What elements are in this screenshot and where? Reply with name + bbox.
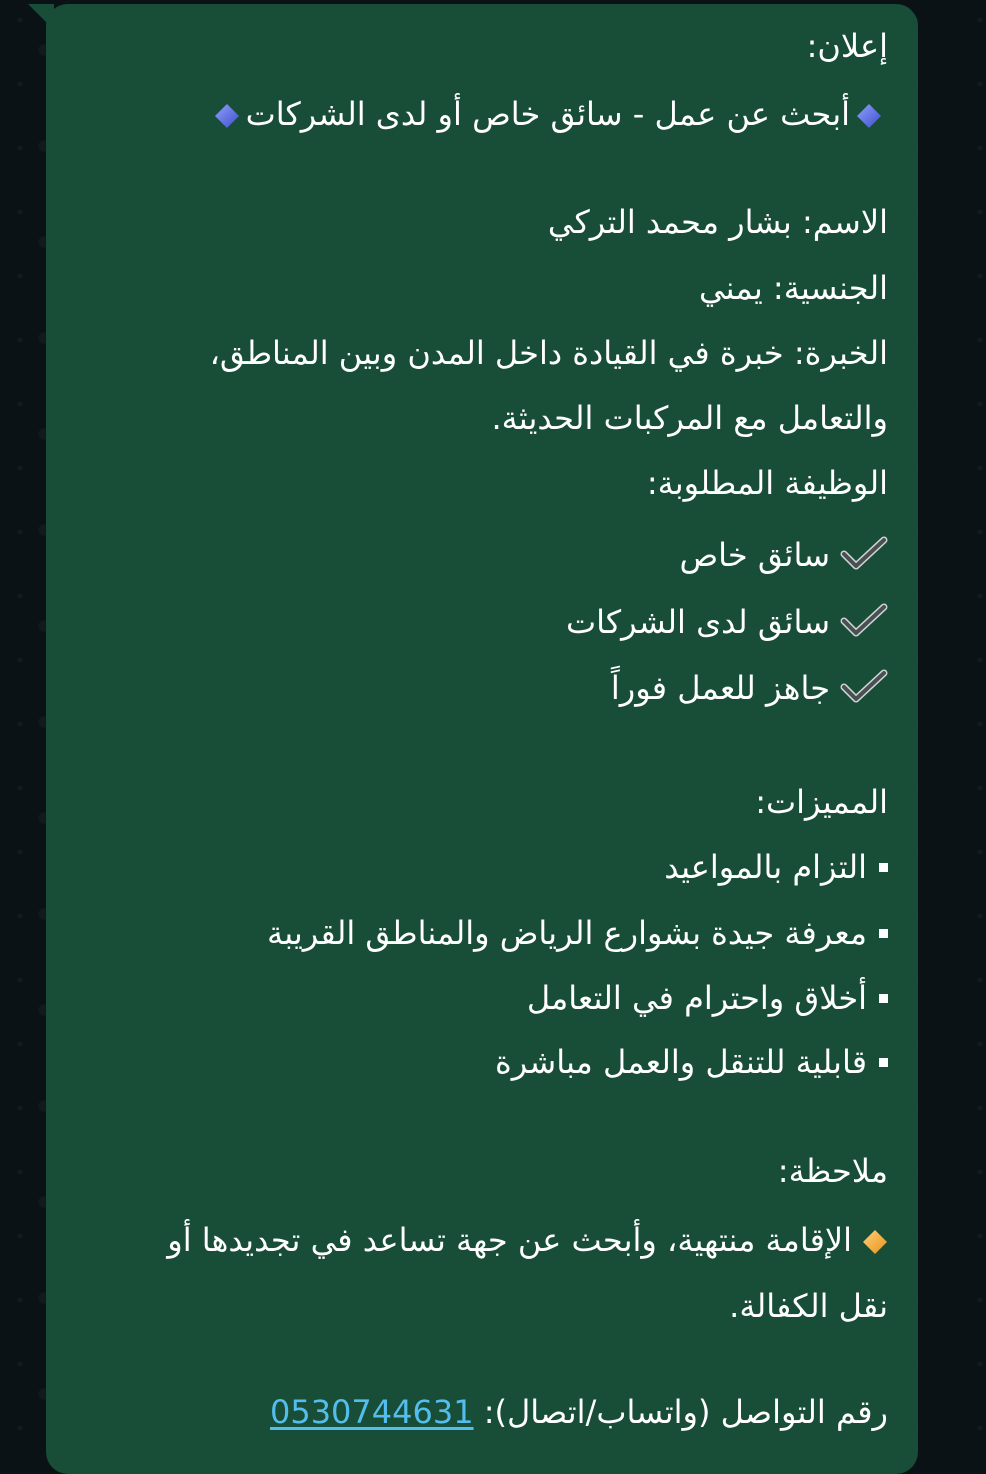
orange-diamond-icon (862, 1229, 888, 1255)
job-item: جاهز للعمل فوراً (611, 666, 888, 710)
features-heading: المميزات: (755, 783, 888, 821)
phone-number-link[interactable]: 0530744631 (269, 1393, 474, 1431)
feature-item: التزام بالمواعيد (664, 845, 888, 889)
experience-line-2: والتعامل مع المركبات الحديثة. (491, 399, 888, 437)
square-bullet (879, 929, 888, 938)
check-mark-icon (840, 603, 888, 639)
job-item: سائق خاص (679, 533, 888, 577)
message-title: أبحث عن عمل - سائق خاص أو لدى الشركات (208, 92, 888, 136)
nationality-line: الجنسية: يمني (699, 269, 888, 307)
note-line-1: الإقامة منتهية، وأبحث عن جهة تساعد في تجديدها أو (167, 1218, 888, 1262)
job-item: سائق لدى الشركات (566, 600, 888, 644)
experience-line-1: الخبرة: خبرة في القيادة داخل المدن وبين المناطق، (209, 334, 888, 372)
feature-item: أخلاق واحترام في التعامل (527, 976, 888, 1020)
feature-item: قابلية للتنقل والعمل مباشرة (495, 1040, 888, 1084)
contact-line (270, 1390, 888, 1434)
square-bullet (879, 1058, 888, 1067)
blue-diamond-icon (214, 103, 240, 129)
note-heading: ملاحظة: (777, 1152, 888, 1190)
name-line: الاسم: بشار محمد التركي (547, 203, 888, 241)
check-mark-icon (840, 669, 888, 705)
square-bullet (879, 994, 888, 1003)
check-mark-icon (840, 536, 888, 572)
blue-diamond-icon (856, 103, 882, 129)
note-line-2: نقل الكفالة. (729, 1287, 888, 1325)
message-heading: إعلان: (806, 27, 888, 65)
feature-item: معرفة جيدة بشوارع الرياض والمناطق القريبة (267, 911, 888, 955)
contact-label: رقم التواصل (واتساب/اتصال): (483, 1393, 888, 1431)
job-heading: الوظيفة المطلوبة: (646, 464, 888, 502)
square-bullet (879, 863, 888, 872)
